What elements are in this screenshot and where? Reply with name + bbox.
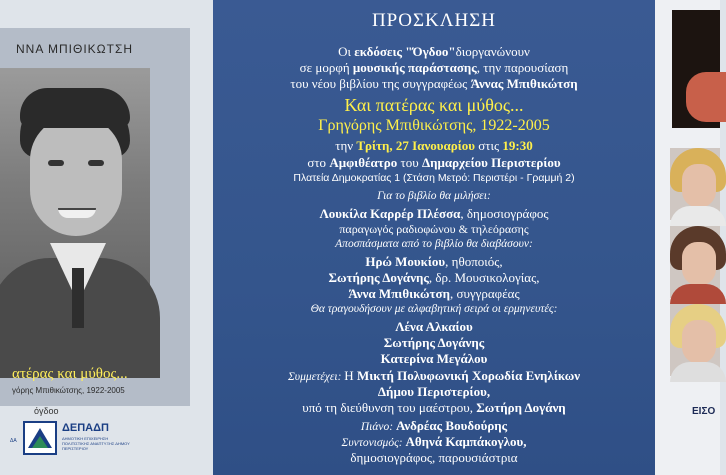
book-subtitle: Γρηγόρης Μπιθικώτσης, 1922-2005 — [318, 117, 550, 134]
readers-title: Αποσπάσματα από το βιβλίο θα διαβάσουν: — [335, 238, 533, 250]
reader-3: Άννα Μπιθικώτση, συγγραφέας — [348, 286, 520, 301]
coordination-line: Συντονισμός: Αθηνά Καμπάκογλου, — [341, 434, 527, 449]
singers-title: Θα τραγουδήσουν με αλφαβητική σειρά οι ερμηνευτές: — [310, 303, 558, 315]
invitation-heading: ΠΡΟΣΚΛΗΣΗ — [371, 10, 497, 31]
depadp-logo — [10, 418, 185, 464]
singer-1: Λένα Αλκαίου — [395, 319, 473, 334]
reader-2: Σωτήρης Δογάνης, δρ. Μουσικολογίας, — [328, 270, 540, 285]
intro-line-2: σε μορφή μουσικής παράστασης, την παρουσίαση — [299, 60, 569, 75]
intro-line-3: του νέου βιβλίου της συγγραφέως Άννας Μπιθικώτση — [290, 76, 578, 91]
cover-subtitle: γόρης Μπιθικώτσης, 1922-2005 — [12, 386, 125, 395]
cover-author: ΝΝΑ ΜΠΙΘΙΚΩΤΣΗ — [16, 42, 134, 56]
logo-subtitle: ΔΗΜΟΤΙΚΗ ΕΠΙΧΕΙΡΗΣΗ ΠΟΛΙΤΙΣΤΙΚΗΣ ΑΝΑΠΤΥΞΗΣ ΔΗΜΟΥ ΠΕΡΙΣΤΕΡΙΟΥ — [62, 436, 130, 451]
speaker-1: Λουκίλα Καρρέρ Πλέσσα, δημοσιογράφος — [319, 206, 549, 221]
cover-publisher: όγδοο — [34, 406, 59, 416]
singer-photo-top — [672, 10, 720, 128]
intro-line-1: Οι εκδόσεις "Όγδοο"διοργανώνουν — [338, 44, 530, 59]
invitation-panel — [213, 0, 655, 475]
coordination-line-2: δημοσιογράφος, παρουσιάστρια — [350, 450, 518, 465]
singer-photo-2 — [670, 226, 720, 298]
event-date: την Τρίτη, 27 Ιανουαρίου στις 19:30 — [335, 138, 533, 153]
singer-3: Κατερίνα Μεγάλου — [380, 351, 488, 366]
author-photo — [0, 68, 150, 358]
singer-photo-1 — [670, 148, 720, 220]
logo-tag: ΔΑ — [10, 438, 17, 444]
singer-2: Σωτήρης Δογάνης — [383, 335, 485, 350]
logo-emblem-icon — [20, 418, 60, 458]
logo-name: ΔΕΠΑΔΠ — [62, 422, 109, 434]
conductor-line: υπό τη διεύθυνση του μαέστρου, Σωτήρη Δογάνη — [302, 400, 566, 415]
event-venue: στο Αμφιθέατρο του Δημαρχείου Περιστερίου — [307, 155, 561, 170]
choir-line-2: Δήμου Περιστερίου, — [377, 384, 491, 399]
reader-1: Ηρώ Μουκίου, ηθοποιός, — [365, 254, 503, 269]
speaker-1-role: παραγωγός ραδιοφώνου & τηλεόρασης — [339, 222, 529, 236]
book-title: Και πατέρας και μύθος... — [344, 95, 524, 115]
book-cover — [0, 28, 190, 416]
right-label: ΕΙΣΟ — [692, 406, 716, 417]
choir-line: Συμμετέχει: Η Μικτή Πολυφωνική Χορωδία Ενηλίκων — [287, 368, 581, 383]
speakers-title: Για το βιβλίο θα μιλήσει: — [377, 190, 491, 202]
piano-line: Πιάνο: Ανδρέας Βουδούρης — [360, 418, 508, 433]
cover-title: ατέρας και μύθος... — [12, 366, 128, 382]
singer-photo-3 — [670, 304, 720, 376]
event-address: Πλατεία Δημοκρατίας 1 (Στάση Μετρό: Περιστέρι - Γραμμή 2) — [293, 172, 575, 184]
